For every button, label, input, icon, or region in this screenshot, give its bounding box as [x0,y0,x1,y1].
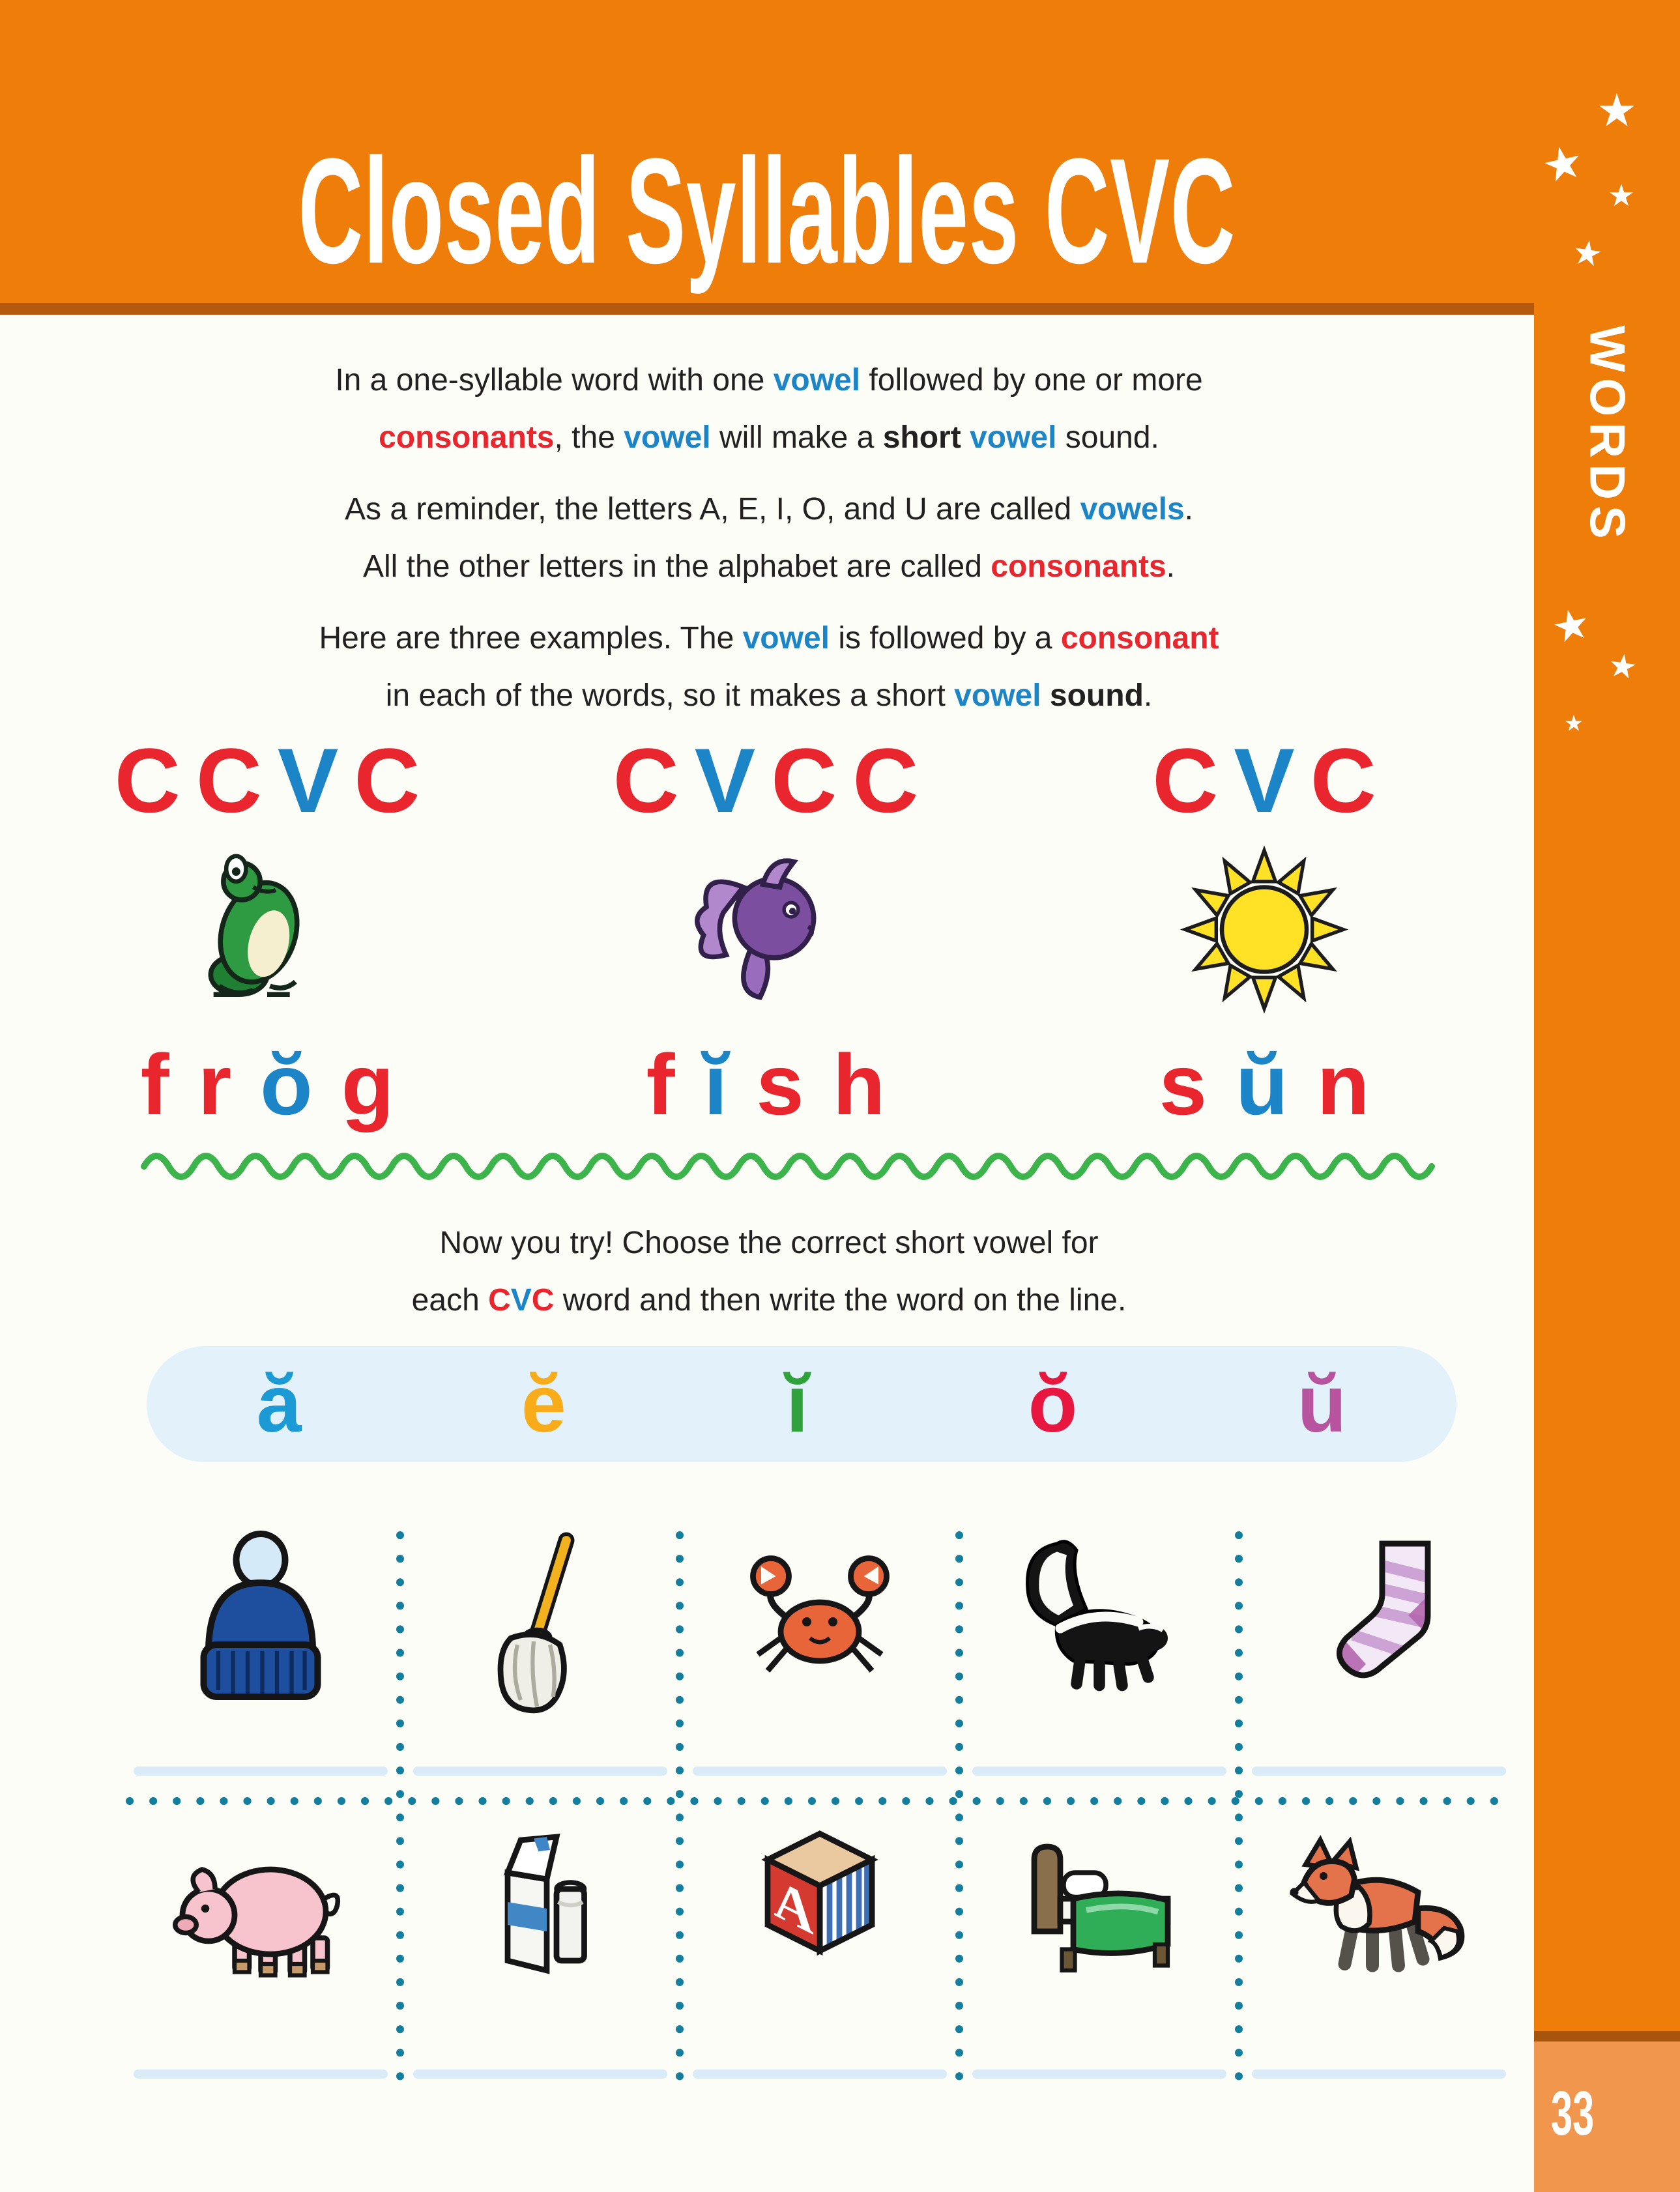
mop-icon [442,1527,638,1729]
text-line [39,352,1499,409]
text-segment: f [646,1037,675,1132]
text-segment: , the [554,420,624,455]
text-segment: consonants [991,549,1166,584]
grid-cell-bed [959,1811,1239,2079]
examples-row [85,729,1447,1132]
text-segment: f [140,1037,169,1132]
text-segment: . [1184,492,1193,526]
text-line [39,1272,1499,1329]
practice-prompt [39,1215,1499,1329]
intro-text [39,352,1499,739]
text-segment: n [1316,1037,1370,1132]
text-segment: sound. [1056,420,1159,455]
text-line [39,1215,1499,1272]
word-frog [126,1037,409,1132]
vowel-option-e[interactable]: ĕ [521,1359,566,1449]
text-segment: C [852,729,919,831]
bed-icon [1002,1814,1197,2016]
text-segment: vowel [970,420,1057,455]
star-icon: ★ [1605,646,1640,687]
example-frog [85,729,450,1132]
text-segment [1041,678,1050,713]
text-segment: s [756,1037,804,1132]
text-segment [961,420,970,455]
sidebar [1534,0,1680,2031]
text-segment: V [694,729,756,831]
sun-icon [1180,843,1349,1016]
text-segment: in each of the words, so it makes a short [385,678,955,713]
intro-paragraph-3 [39,610,1499,725]
star-icon: ★ [1596,85,1638,136]
answer-line-block[interactable] [693,2069,947,2079]
intro-paragraph-2 [39,481,1499,596]
fox-icon [1281,1814,1477,2016]
grid-cell-sock [1239,1525,1518,1776]
sidebar-divider [1534,2031,1680,2041]
text-segment: h [832,1037,886,1132]
tab-words [1534,323,1680,547]
text-segment: In a one-syllable word with one [335,363,774,397]
text-segment: C [1152,729,1219,831]
grid-cell-mop [400,1525,680,1776]
answer-line-mop[interactable] [413,1767,667,1776]
tab-words-label: WORDS [1579,325,1635,545]
text-segment: consonants [379,420,555,455]
vowel-bank [147,1346,1456,1462]
page-title: Closed Syllables CVC [298,127,1236,295]
grid-row-1 [121,1525,1518,1776]
star-icon: ★ [1607,178,1636,213]
text-segment: Here are three examples. The [319,621,743,656]
intro-paragraph-1 [39,352,1499,467]
fish-icon [681,843,850,1016]
text-line [39,481,1499,538]
text-segment: vowel [742,621,830,656]
text-segment: . [1166,549,1175,584]
pattern-cvcc [605,729,927,831]
milk-carton-icon [442,1814,638,2016]
text-segment: . [1143,678,1153,713]
text-segment: C [488,1283,511,1318]
text-segment: vowel [624,420,711,455]
practice-grid [121,1525,1518,2098]
text-segment: Now you try! Choose the correct short vowel for [439,1226,1099,1260]
pattern-ccvc [107,729,428,831]
grid-row-2 [121,1811,1518,2079]
text-segment: C [1310,729,1376,831]
text-segment: r [197,1037,232,1132]
text-segment: will make a [710,420,883,455]
text-line [39,610,1499,667]
text-line [39,409,1499,467]
crab-icon [722,1527,918,1729]
example-sun [1082,729,1447,1132]
text-segment: All the other letters in the alphabet are called [363,549,991,584]
grid-cell-hat [121,1525,400,1776]
grid-cell-milk [400,1811,680,2079]
text-segment: C [196,729,262,831]
pattern-cvc [1144,729,1384,831]
word-fish [632,1037,900,1132]
example-fish [583,729,948,1132]
text-segment: g [341,1037,394,1132]
page-number: 33 [1551,2079,1595,2148]
text-segment: each [411,1283,489,1318]
answer-line-hat[interactable] [134,1767,388,1776]
text-segment: vowel [954,678,1041,713]
text-line [39,538,1499,596]
text-line [39,667,1499,725]
grid-cell-skunk [959,1525,1239,1776]
text-segment: C [771,729,837,831]
word-sun [1145,1037,1384,1132]
text-segment: V [277,729,339,831]
alphabet-block-icon [722,1814,918,2016]
text-segment: is followed by a [829,621,1061,656]
text-segment: consonant [1060,621,1219,656]
grid-cell-crab [680,1525,959,1776]
answer-line-skunk[interactable] [972,1767,1226,1776]
star-icon: ★ [1563,711,1584,736]
wavy-divider [140,1152,1443,1181]
sidebar-footer [1534,2041,1680,2192]
pig-icon [163,1814,358,2016]
answer-line-milk[interactable] [413,2069,667,2079]
star-icon: ★ [1537,134,1588,194]
text-segment: s [1159,1037,1208,1132]
skunk-icon [1002,1527,1197,1729]
text-segment: sound [1049,678,1144,713]
text-segment: C [531,1283,555,1318]
text-segment: word and then write the word on the line. [554,1283,1127,1318]
block-letter: A [773,1866,814,1948]
text-segment: ŭ [1236,1037,1288,1132]
text-segment: V [1234,729,1295,831]
knit-hat-icon [163,1527,358,1729]
text-segment: As a reminder, the letters A, E, I, O, and U are called [345,492,1080,526]
text-segment: C [114,729,181,831]
vowel-option-a[interactable]: ă [256,1359,302,1449]
page-header [0,0,1534,315]
text-segment: V [510,1283,532,1318]
answer-line-pig[interactable] [134,2069,388,2079]
grid-cell-fox [1239,1811,1518,2079]
text-segment: short [882,420,961,455]
text-segment: C [613,729,679,831]
answer-line-fox[interactable] [1252,2069,1506,2079]
text-segment: ĭ [703,1037,728,1132]
answer-line-bed[interactable] [972,2069,1226,2079]
answer-line-sock[interactable] [1252,1767,1506,1776]
frog-icon [182,843,352,1016]
grid-cell-pig [121,1811,400,2079]
text-segment: vowels [1080,492,1185,526]
star-icon: ★ [1569,233,1606,275]
vowel-option-u[interactable]: ŭ [1297,1359,1347,1449]
answer-line-crab[interactable] [693,1767,947,1776]
sock-icon [1281,1527,1477,1729]
text-segment: vowel [773,363,861,397]
text-segment: ŏ [260,1037,313,1132]
vowel-option-i[interactable]: ĭ [785,1359,809,1449]
text-segment: followed by one or more [860,363,1203,397]
vowel-option-o[interactable]: ŏ [1028,1359,1078,1449]
star-icon: ★ [1547,598,1595,653]
grid-cell-block [680,1811,959,2079]
text-segment: C [354,729,420,831]
